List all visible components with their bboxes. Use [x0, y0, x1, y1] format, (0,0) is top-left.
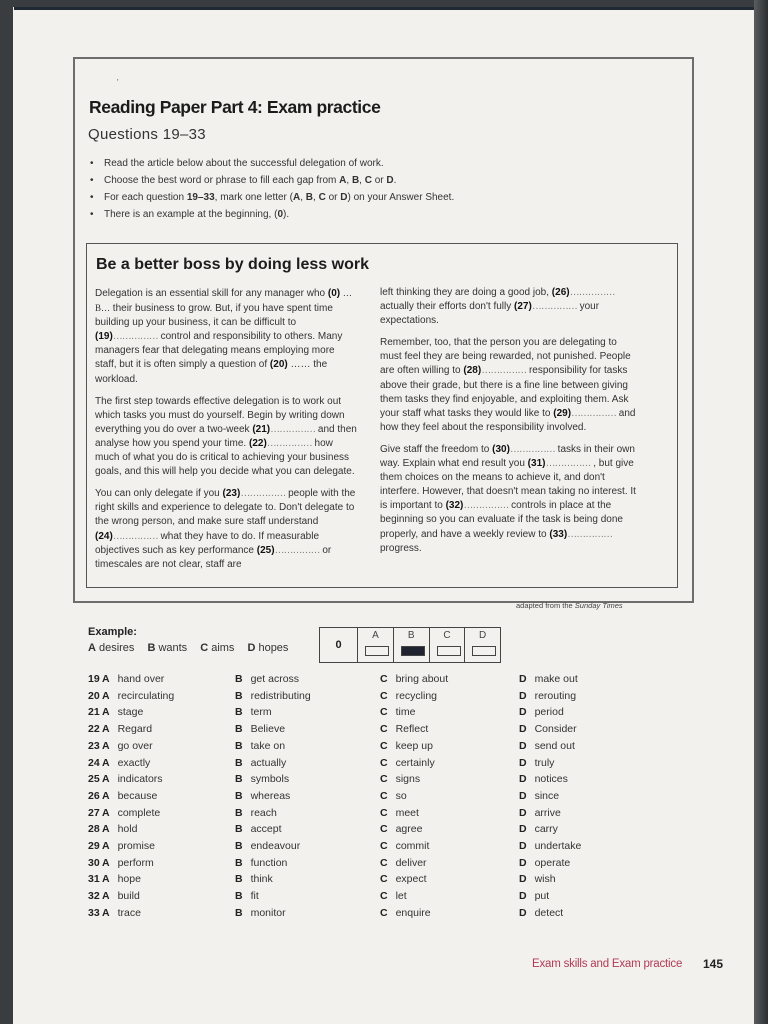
- option-a[interactable]: A Regard: [102, 723, 153, 736]
- option-a[interactable]: A recirculating: [102, 689, 175, 702]
- option-b[interactable]: B monitor: [235, 906, 286, 919]
- question-number: 20: [88, 689, 100, 702]
- option-b[interactable]: B accept: [235, 823, 282, 836]
- option-a[interactable]: A go over: [102, 739, 153, 752]
- option-c[interactable]: C enquire: [380, 906, 431, 919]
- question-number: 28: [88, 823, 100, 836]
- question-row: [88, 757, 608, 774]
- option-b[interactable]: B get across: [235, 673, 300, 685]
- instruction-item: • For each question 19–33, mark one letter (A, B, C or D) on your Answer Sheet.: [90, 189, 454, 206]
- question-row: [88, 723, 608, 740]
- answer-column-a: A: [358, 628, 394, 662]
- question-number: 19: [88, 673, 100, 685]
- option-d[interactable]: D truly: [519, 756, 555, 769]
- option-a[interactable]: A trace: [102, 906, 141, 919]
- option-c[interactable]: C so: [380, 789, 407, 802]
- article-paragraph: left thinking they are doing a good job, (26)…………… actually their efforts don't fully (27)…………… your expectations.: [380, 287, 615, 327]
- option-d[interactable]: D carry: [519, 823, 558, 836]
- example-option: B wants: [147, 642, 188, 654]
- option-b[interactable]: B whereas: [235, 789, 291, 802]
- answer-box-b-filled[interactable]: [401, 646, 425, 656]
- question-number: 27: [88, 806, 100, 819]
- option-a[interactable]: A hand over: [102, 673, 165, 685]
- option-d[interactable]: D Consider: [519, 723, 577, 736]
- option-b[interactable]: B redistributing: [235, 689, 311, 702]
- example-answer-grid: [319, 627, 501, 663]
- option-a[interactable]: A hope: [102, 873, 141, 886]
- option-c[interactable]: C recycling: [380, 689, 438, 702]
- option-a[interactable]: A perform: [102, 856, 154, 869]
- question-number: 26: [88, 789, 100, 802]
- question-row: [88, 857, 608, 874]
- instructions-list: [90, 155, 454, 223]
- option-b[interactable]: B fit: [235, 890, 259, 903]
- option-b[interactable]: B function: [235, 856, 288, 869]
- page-title: Reading Paper Part 4: Exam practice: [89, 97, 381, 117]
- question-number: 22: [88, 723, 100, 736]
- option-c[interactable]: C agree: [380, 823, 423, 836]
- question-number: 33: [88, 906, 100, 919]
- answer-box-c[interactable]: [437, 646, 461, 656]
- instruction-item: • There is an example at the beginning, (0).: [90, 206, 454, 223]
- question-number: 31: [88, 873, 100, 886]
- question-row: [88, 890, 608, 907]
- question-row: [88, 840, 608, 857]
- option-a[interactable]: A build: [102, 890, 140, 903]
- option-c[interactable]: C meet: [380, 806, 419, 819]
- option-d[interactable]: D notices: [519, 773, 568, 786]
- page-number: 145: [703, 957, 724, 971]
- article-paragraph: Give staff the freedom to (30)…………… tasks in their own way. Explain what end result you (31)…………… , but give them choices on the means to achieve it, and don't interfere. However, that doesn't mean taking no interest. It is important to (32)…………… controls in place at the beginning so you can evaluate if the task is being done properly, and have a weekly review to (33)…………… progress.: [380, 443, 636, 554]
- article-paragraph: The first step towards effective delegation is to work out which tasks you must do yourself. Begin by writing down everything you do over a two-week (21)…………… and then analyse how you spend your time. (22)…………… how much of what you do is critical to achieving your business goals, and this will help you decide what you can delegate.: [95, 395, 357, 478]
- question-number: 25: [88, 773, 100, 786]
- option-a[interactable]: A promise: [102, 840, 155, 852]
- option-d[interactable]: D period: [519, 706, 564, 719]
- option-c[interactable]: C commit: [380, 840, 430, 852]
- option-d[interactable]: D send out: [519, 739, 575, 752]
- source-credit: adapted from the Sunday Times: [516, 601, 623, 610]
- option-b[interactable]: B term: [235, 706, 272, 719]
- option-b[interactable]: B reach: [235, 806, 277, 819]
- option-d[interactable]: D since: [519, 789, 560, 802]
- question-row: [88, 673, 608, 690]
- option-b[interactable]: B endeavour: [235, 840, 301, 852]
- example-options: [88, 642, 298, 654]
- option-d[interactable]: D rerouting: [519, 689, 577, 702]
- example-option: C aims: [200, 642, 235, 654]
- option-b[interactable]: B symbols: [235, 773, 290, 786]
- option-c[interactable]: C expect: [380, 873, 427, 886]
- stray-mark: ': [117, 78, 119, 87]
- option-b[interactable]: B Believe: [235, 723, 286, 736]
- option-c[interactable]: C certainly: [380, 756, 435, 769]
- option-d[interactable]: D make out: [519, 673, 578, 685]
- question-number: 32: [88, 890, 100, 903]
- page-subtitle: Questions 19–33: [88, 126, 206, 143]
- option-d[interactable]: D operate: [519, 856, 571, 869]
- scan-edge: [754, 0, 768, 1024]
- example-option: D hopes: [247, 642, 289, 654]
- option-b[interactable]: B actually: [235, 756, 287, 769]
- question-row: [88, 807, 608, 824]
- option-a[interactable]: A because: [102, 789, 158, 802]
- question-number: 21: [88, 706, 100, 719]
- question-row: [88, 740, 608, 757]
- option-a[interactable]: A hold: [102, 823, 138, 836]
- example-option: A desires: [88, 642, 135, 654]
- question-row: [88, 706, 608, 723]
- question-number: 24: [88, 756, 100, 769]
- answer-box-a[interactable]: [365, 646, 389, 656]
- article-paragraph: You can only delegate if you (23)…………… people with the right skills and experience to delegate to. Don't delegate to the wrong person, and make sure staff understand (24)…………… what they have to do. If measurable objectives such as key performance (25)…………… or timescales are not clear, staff are: [95, 488, 356, 570]
- article-column-left: [95, 286, 357, 580]
- top-edge-line: [14, 7, 754, 10]
- answer-column-b: B: [394, 628, 430, 662]
- option-c[interactable]: C signs: [380, 773, 421, 786]
- option-a[interactable]: A stage: [102, 706, 144, 719]
- article-column-right: [380, 286, 638, 564]
- question-number: 30: [88, 856, 100, 869]
- article-title: Be a better boss by doing less work: [96, 256, 369, 273]
- answer-box-d[interactable]: [472, 646, 496, 656]
- article-paragraph: Remember, too, that the person you are delegating to must feel they are being rewarded, not punished. People are often willing to (28)…………… responsibility for tasks above their grade, but there is a fine line between giving them tasks they find enjoyable, and exploiting them. Ask your staff what tasks they would like to (29)…………… and how they feel about the responsibility involved.: [380, 337, 636, 433]
- option-d[interactable]: D detect: [519, 906, 564, 919]
- question-row: [88, 823, 608, 840]
- question-row: [88, 790, 608, 807]
- instruction-item: • Read the article below about the successful delegation of work.: [90, 155, 454, 172]
- example-number: 0: [320, 628, 358, 662]
- option-a[interactable]: A indicators: [102, 773, 163, 786]
- option-d[interactable]: D put: [519, 890, 550, 903]
- question-row: [88, 690, 608, 707]
- article-paragraph: Delegation is an essential skill for any manager who (0) …B… their business to grow. But, if you have spent time building up your business, it can be difficult to (19)…………… control and responsibility to others. Many managers fear that delegating means employing more staff, but it is often simply a question of (20) …… the workload.: [95, 288, 352, 385]
- option-b[interactable]: B think: [235, 873, 273, 886]
- option-b[interactable]: B take on: [235, 739, 286, 752]
- option-d[interactable]: D arrive: [519, 806, 561, 819]
- option-c[interactable]: C let: [380, 890, 407, 903]
- option-d[interactable]: D wish: [519, 873, 556, 886]
- option-c[interactable]: C keep up: [380, 739, 433, 752]
- option-a[interactable]: A complete: [102, 806, 161, 819]
- answer-column-c: C: [430, 628, 466, 662]
- question-row: [88, 907, 608, 924]
- instruction-item: • Choose the best word or phrase to fill each gap from A, B, C or D.: [90, 172, 454, 189]
- option-c[interactable]: C bring about: [380, 673, 449, 685]
- footer-section: Exam skills and Exam practice: [532, 958, 683, 970]
- option-c[interactable]: C Reflect: [380, 723, 429, 736]
- question-number: 23: [88, 739, 100, 752]
- option-d[interactable]: D undertake: [519, 840, 582, 852]
- question-number: 29: [88, 840, 100, 852]
- option-c[interactable]: C deliver: [380, 856, 427, 869]
- question-row: [88, 773, 608, 790]
- question-row: [88, 873, 608, 890]
- option-a[interactable]: A exactly: [102, 756, 151, 769]
- example-label: Example:: [88, 626, 137, 638]
- option-c[interactable]: C time: [380, 706, 416, 719]
- answer-column-d: D: [465, 628, 500, 662]
